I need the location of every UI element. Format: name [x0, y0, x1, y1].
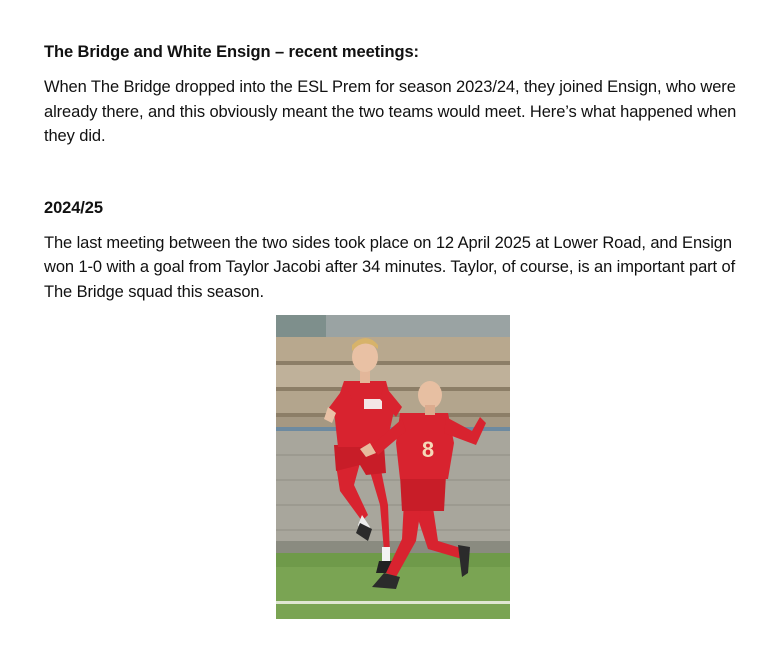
section-body-2024-25: The last meeting between the two sides took place on 12 April 2025 at Lower Road, and Ensign won 1-0 with a goal from Taylor Jacobi after 34 minutes. Taylor, of course, is an important part of The Bridge squad this season. [44, 233, 736, 301]
match-photo [276, 315, 510, 619]
section-spacer [44, 149, 744, 196]
intro-paragraph: When The Bridge dropped into the ESL Prem for season 2023/24, they joined Ensign, who were already there, and this obviously meant the two teams would meet. Here’s what happened when they did. [44, 78, 737, 145]
shirt-number: 8 [421, 437, 435, 462]
article-title: The Bridge and White Ensign – recent meetings: [44, 43, 419, 61]
article [44, 40, 744, 304]
section-heading-2024-25: 2024/25 [44, 198, 103, 217]
